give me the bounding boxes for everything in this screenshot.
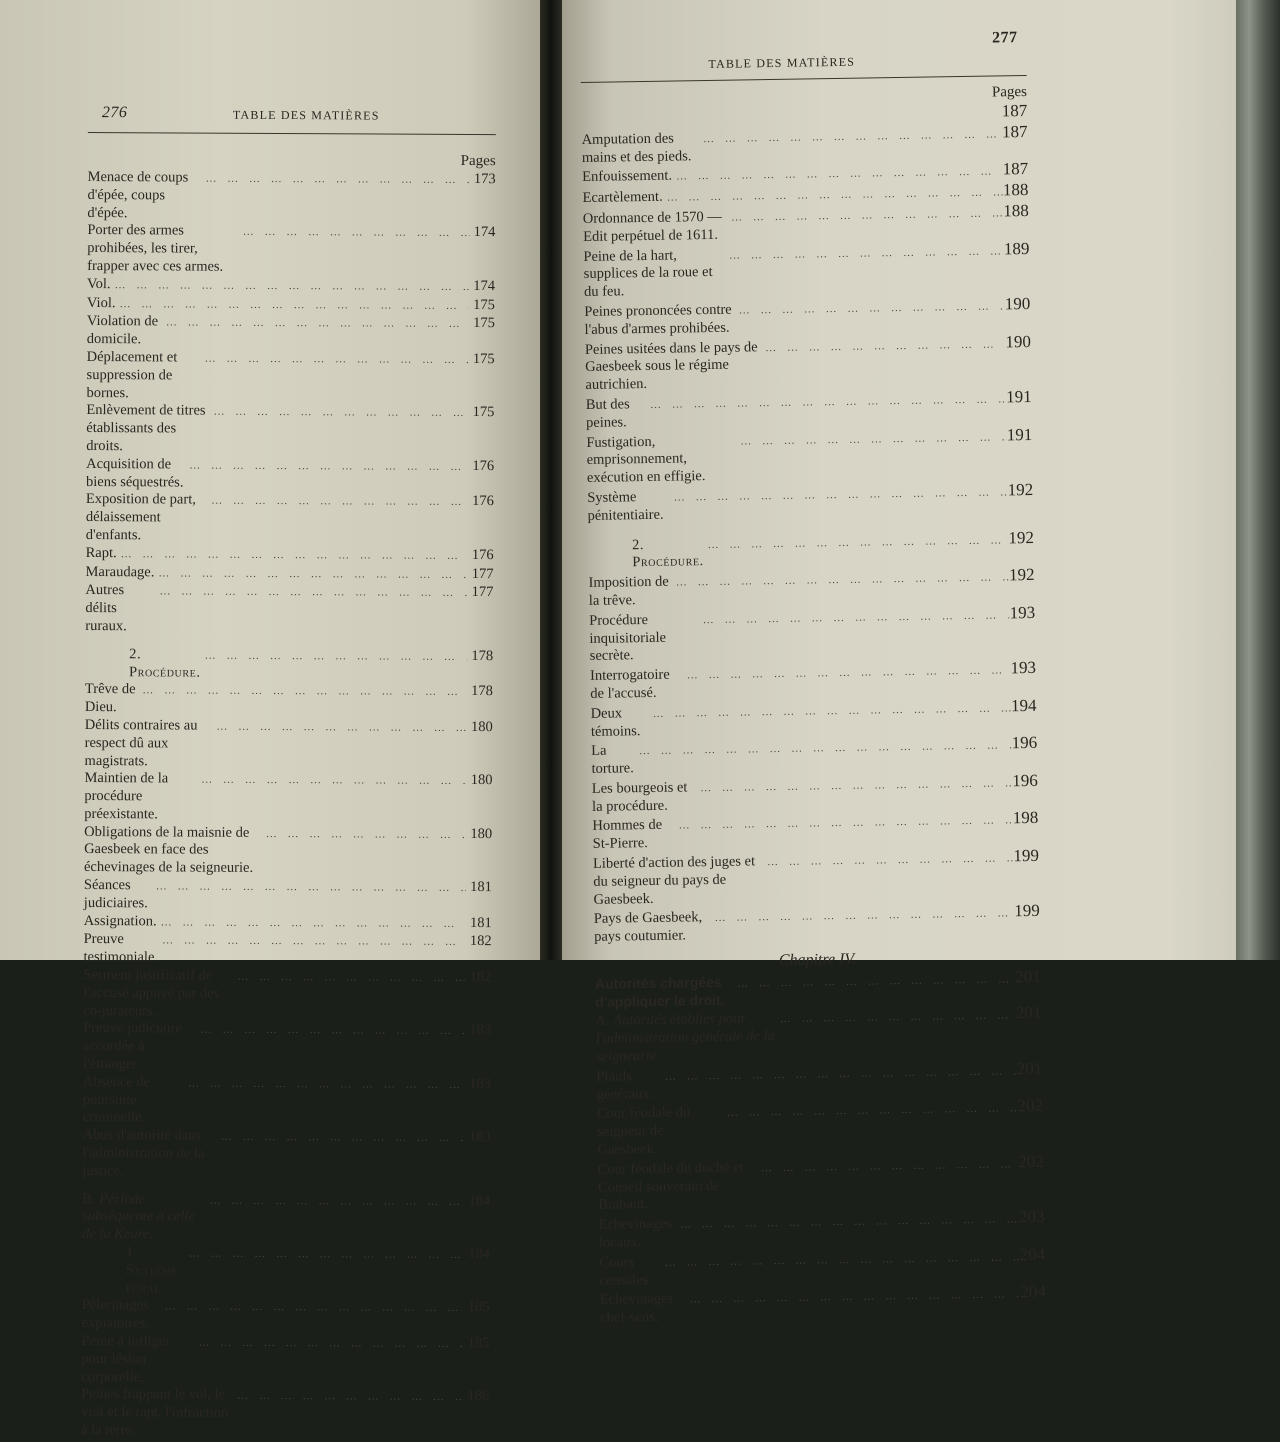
entry-page: 188 [1003, 200, 1029, 221]
entry-title: Autres délits ruraux. [85, 582, 127, 635]
entry-page: 187 [1002, 159, 1029, 179]
leader-dots [155, 584, 467, 603]
entry-title: Enlèvement de titres établissants des droits. [86, 402, 206, 455]
left-entries-penal [85, 169, 495, 638]
toc-entry[interactable] [597, 1097, 1044, 1159]
toc-entry[interactable] [84, 913, 492, 934]
entry-title: Procédure inquisitoriale secrète. [589, 611, 667, 665]
toc-entry[interactable] [593, 847, 1040, 909]
entry-title: Ecartèlement. [582, 188, 663, 207]
entry-title: Assignation. [83, 912, 157, 930]
entry-title: Absence de poursuite criminelle. [82, 1073, 151, 1126]
toc-entry[interactable] [594, 902, 1041, 947]
toc-entry[interactable] [86, 456, 494, 494]
chapter-page: 201 [1015, 966, 1041, 987]
toc-entry[interactable] [86, 349, 494, 405]
leader-dots [711, 906, 1014, 929]
leader-dots [138, 683, 467, 703]
right-entries-authorities [596, 1060, 1046, 1328]
toc-entry[interactable] [84, 770, 492, 826]
section-page: 178 [471, 647, 494, 664]
entry-page: 183 [468, 1129, 491, 1146]
entry-page: 182 [469, 933, 492, 950]
subsection-prefix: A. [595, 1013, 610, 1030]
entry-title: Abus d'autorité dans l'administration de la justice. [82, 1127, 205, 1180]
entry-page: 177 [471, 584, 494, 601]
entry-page: 180 [470, 718, 493, 736]
leader-dots [117, 546, 468, 566]
leader-dots [217, 1129, 465, 1148]
top-page-number: 187 [1001, 100, 1028, 121]
subsection-page: 201 [1015, 1003, 1042, 1023]
entry-page: 204 [1019, 1244, 1046, 1265]
leader-dots [763, 850, 1013, 872]
entry-page: 174 [473, 224, 496, 241]
entry-page: 192 [1008, 565, 1035, 585]
section-title: 1. Système pénal. [125, 1244, 179, 1297]
entry-title: Pèlerinages expiatoires. [81, 1297, 149, 1332]
leader-dots [158, 933, 466, 952]
book-edge [1236, 0, 1280, 960]
entry-title: Porter des armes prohibées, les tirer, frapper avec ces armes. [87, 222, 224, 275]
period-title: Période subséquente à celle de la Keure. [82, 1190, 195, 1243]
toc-entry[interactable] [85, 564, 493, 585]
leader-dots [262, 826, 467, 845]
entry-page: 180 [470, 825, 493, 842]
leader-dots [670, 484, 1008, 507]
entry-title: Cour féodale du duché et Conseil souverain de Brabant. [597, 1159, 744, 1214]
entry-page: 190 [1005, 331, 1031, 351]
leader-dots [111, 277, 470, 297]
toc-entry[interactable] [85, 681, 493, 719]
chapter-title: Chapitre IV. [778, 950, 857, 970]
toc-entry[interactable] [86, 402, 494, 458]
toc-entry[interactable] [81, 1386, 489, 1442]
leader-dots [212, 719, 466, 738]
entry-page: 186 [467, 1388, 490, 1405]
leader-dots [157, 914, 466, 933]
subsection-title: Autorités établies pour l'administration générale de la seigneurie. [595, 1010, 775, 1065]
entry-title: Amputation des mains et des pieds. [581, 130, 692, 166]
entry-title: Plaids généraux. [596, 1068, 654, 1103]
leader-dots [661, 1249, 1020, 1272]
left-page-content [81, 104, 496, 1442]
leader-dots [239, 224, 470, 243]
toc-entry[interactable] [84, 877, 492, 915]
left-period-b[interactable] [82, 1191, 490, 1247]
left-entries-later [81, 1297, 490, 1442]
leader-dots [197, 772, 466, 791]
toc-entry[interactable] [86, 491, 494, 547]
entry-title: Peine de la hart, supplices de la roue et du feu. [583, 247, 713, 301]
leader-dots [696, 775, 1012, 798]
entry-title: Maintien de la procédure préexistante. [84, 770, 169, 823]
entry-page: 194 [1010, 695, 1037, 716]
left-section-procedure[interactable] [85, 646, 493, 684]
entry-page: 176 [472, 457, 495, 474]
leader-dots [635, 738, 1011, 762]
entry-page: 180 [470, 772, 493, 789]
entry-title: Violation de domicile. [86, 313, 159, 348]
entry-page: 174 [473, 277, 496, 294]
entry-page: 181 [469, 914, 492, 931]
entry-page: 201 [1016, 1058, 1043, 1079]
toc-entry[interactable] [85, 717, 493, 773]
entry-title: Echevinages chef-sens. [599, 1291, 674, 1327]
entry-page: 185 [467, 1335, 490, 1352]
left-page-number: 276 [101, 104, 128, 122]
toc-entry[interactable] [83, 967, 491, 1023]
leader-dots [154, 565, 467, 584]
entry-title: Peines usitées dans le pays de Gaesbeek sous le régime autrichien. [584, 338, 758, 394]
toc-entry[interactable] [87, 222, 495, 278]
leader-dots [201, 351, 469, 370]
entry-title: La torture. [591, 742, 634, 778]
right-pages-label: Pages [991, 83, 1028, 101]
entry-page: 189 [1003, 238, 1030, 258]
leader-dots [672, 569, 1009, 592]
entry-page: 175 [472, 404, 495, 421]
left-pages-label: Pages [460, 152, 496, 170]
entry-title: Peines prononcées contre l'abus d'armes prohibées. [584, 301, 732, 338]
entry-title: Rapt. [85, 544, 117, 561]
entry-title: Séances judiciaires. [83, 877, 148, 912]
toc-entry[interactable] [82, 1127, 490, 1183]
entry-page: 175 [472, 350, 495, 368]
entry-page: 199 [1013, 845, 1040, 866]
left-running-head [88, 104, 496, 132]
toc-entry[interactable] [589, 604, 1036, 666]
entry-title: Echevinages locaux. [598, 1215, 673, 1251]
leader-dots [685, 1287, 1020, 1310]
entry-page: 173 [473, 171, 496, 188]
leader-dots [184, 1075, 465, 1094]
entry-page: 203 [1018, 1207, 1045, 1227]
entry-title: Cours censales. [599, 1254, 652, 1289]
leader-dots [761, 336, 1005, 358]
toc-entry[interactable] [83, 1020, 491, 1076]
entry-page: 193 [1010, 658, 1037, 678]
section-page: 184 [468, 1246, 491, 1263]
leader-dots [661, 1063, 1017, 1086]
toc-entry[interactable] [586, 425, 1033, 487]
leader-dots [725, 243, 1004, 265]
leader-dots [699, 607, 1010, 630]
leader-dots [162, 315, 469, 334]
entry-title: Maraudage. [85, 563, 155, 580]
right-running-title: TABLE DES MATIÈRES [708, 54, 856, 71]
right-entries-penal [581, 123, 1033, 526]
leader-dots [197, 1022, 466, 1041]
entry-title: Fustigation, emprisonnement, exécution en effigie. [586, 433, 706, 487]
leader-dots [675, 813, 1013, 836]
entry-page: 193 [1009, 602, 1036, 623]
entry-title: Deux témoins. [590, 705, 641, 740]
entry-title: Serment justificatif de l'accusé appuyé par des co-jurateurs. [83, 967, 220, 1020]
entry-title: Hommes de St-Pierre. [592, 817, 663, 853]
entry-page: 178 [471, 683, 493, 700]
entry-title: Exposition de part, délaissement d'enfants. [85, 491, 196, 544]
entry-title: But des peines. [585, 396, 630, 431]
entry-page: 191 [1006, 386, 1032, 407]
right-running-head [580, 29, 1026, 71]
leader-dots [152, 878, 466, 897]
toc-entry[interactable] [83, 1074, 491, 1130]
left-entries-procedure [82, 681, 493, 1182]
section-page: 192 [1008, 527, 1035, 547]
entry-title: Les bourgeois et la procédure. [591, 779, 688, 815]
entry-title: Liberté d'action des juges et du seigneur du pays de Gaesbeek. [592, 853, 756, 908]
toc-entry[interactable] [87, 313, 495, 351]
entry-page: 183 [469, 1075, 491, 1092]
entry-title: Viol. [86, 294, 116, 311]
period-prefix: B. [82, 1190, 96, 1207]
leader-dots [699, 126, 1002, 149]
toc-entry[interactable] [87, 276, 495, 297]
entry-page: 176 [472, 493, 494, 510]
entry-title: Trêve de Dieu. [84, 681, 136, 716]
entry-page: 202 [1017, 1096, 1044, 1116]
entry-title: Système pénitentiaire. [587, 489, 664, 524]
chapter-heading: Autorités chargées d'appliquer le droit. [594, 973, 725, 1010]
right-page-content [580, 29, 1046, 1328]
entry-title: Enfouissement. [582, 167, 673, 186]
entry-title: Preuve judiciaire accordée à l'étranger. [82, 1020, 182, 1073]
period-page: 184 [468, 1192, 491, 1209]
leader-dots [115, 296, 469, 316]
entry-title: Interrogatoire de l'accusé. [589, 666, 670, 702]
leader-dots [683, 662, 1011, 685]
entry-title: Peine à infliger pour lésion corporelle. [81, 1332, 171, 1385]
entry-page: 187 [1001, 121, 1028, 142]
leader-dots [646, 391, 1006, 414]
leader-dots [676, 1211, 1019, 1234]
leader-dots [723, 1101, 1017, 1123]
left-running-title: TABLE DES MATIÈRES [232, 107, 380, 123]
entry-page: 190 [1004, 293, 1031, 314]
leader-dots [757, 1156, 1018, 1178]
entry-page: 196 [1011, 733, 1038, 753]
entry-page: 202 [1018, 1151, 1044, 1172]
entry-title: Cour féodale du seigneur de Gaesbeek. [596, 1104, 691, 1158]
toc-entry[interactable] [87, 295, 495, 316]
entry-title: Menace de coups d'épée, coups d'épée. [87, 168, 189, 221]
toc-entry[interactable] [82, 1297, 490, 1335]
toc-entry[interactable] [85, 582, 493, 638]
left-header-rule [88, 132, 496, 135]
entry-title: Vol. [87, 275, 111, 292]
entry-title: Déplacement et suppression de bornes. [86, 348, 178, 401]
leader-dots [207, 493, 468, 512]
toc-entry[interactable] [583, 240, 1030, 302]
entry-title: Délits contraires au respect dû aux magistrats. [84, 716, 198, 769]
right-entries-procedure [588, 566, 1040, 947]
entry-page: 192 [1007, 479, 1034, 500]
leader-dots [161, 1299, 464, 1318]
toc-entry[interactable] [87, 169, 495, 225]
entry-title: Preuve testimoniale. [83, 931, 159, 966]
leader-dots [194, 1335, 463, 1354]
leader-dots [736, 429, 1006, 451]
entry-page: 204 [1020, 1282, 1046, 1302]
toc-entry[interactable] [86, 545, 494, 566]
entry-title: Imposition de la trêve. [588, 573, 669, 609]
leader-dots [649, 700, 1011, 723]
entry-page: 191 [1006, 424, 1033, 444]
toc-entry[interactable] [81, 1333, 489, 1389]
subsection-a[interactable] [595, 1004, 1042, 1066]
entry-page: 198 [1012, 808, 1039, 828]
toc-entry[interactable] [598, 1153, 1045, 1215]
right-page-number: 277 [991, 29, 1018, 47]
entry-page: 175 [473, 296, 495, 313]
entry-page: 177 [471, 565, 494, 582]
entry-page: 181 [470, 879, 492, 896]
entry-page: 176 [471, 546, 494, 563]
entry-page: 196 [1012, 770, 1038, 791]
toc-entry[interactable] [83, 931, 491, 969]
leader-dots [735, 298, 1005, 320]
section-title: 2. Procédure. [631, 536, 704, 571]
leader-dots [233, 1388, 463, 1407]
entry-title: Pays de Gaesbeek, pays coutumier. [593, 909, 703, 946]
right-header-rule [581, 75, 1027, 83]
entry-page: 185 [467, 1299, 490, 1316]
leader-dots [727, 205, 1003, 227]
toc-entry[interactable] [585, 333, 1032, 395]
entry-page: 182 [469, 969, 492, 986]
entry-title: Ordonnance de 1570 — Edit perpétuel de 1611. [582, 208, 722, 245]
leader-dots [201, 171, 469, 190]
section-title: 2. Procédure. [128, 645, 201, 681]
leader-dots [233, 969, 465, 988]
leader-dots [185, 457, 468, 476]
entry-title: Acquisition de biens séquestrés. [85, 455, 184, 491]
entry-page: 188 [1002, 180, 1029, 200]
entry-title: Peines frappant le vol, le viol et le rapt, l'infraction à la terre. [81, 1386, 229, 1439]
entry-page: 199 [1014, 901, 1040, 921]
entry-page: 183 [469, 1022, 492, 1039]
left-section-penal-system[interactable] [82, 1244, 490, 1300]
toc-entry[interactable] [600, 1283, 1047, 1328]
entry-title: Obligations de la maisnie de Gaesbeek en face des échevinages de la seigneurie. [83, 823, 254, 877]
book-spine [540, 0, 562, 960]
toc-entry[interactable] [84, 824, 492, 880]
leader-dots [209, 404, 468, 423]
entry-page: 175 [473, 315, 495, 332]
